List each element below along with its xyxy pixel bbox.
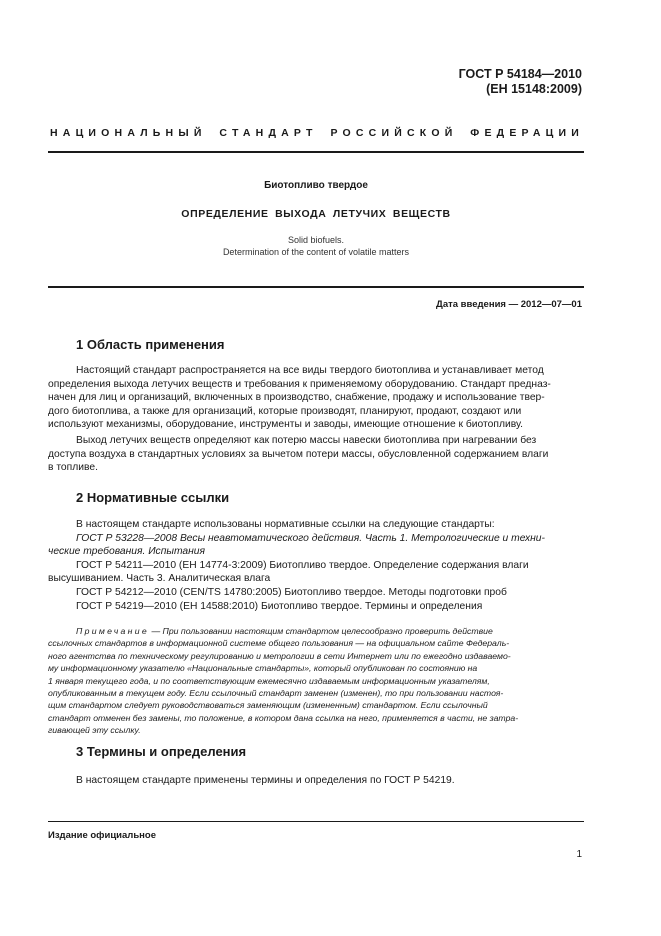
national-title-word: НАЦИОНАЛЬНЫЙ [50,127,207,139]
note-label: Примечание [76,626,150,636]
note-line: ссылочных стандартов в информационной системе общего пользования — на официальном сайте Федераль- [48,638,510,649]
main-title: ОПРЕДЕЛЕНИЕ ВЫХОДА ЛЕТУЧИХ ВЕЩЕСТВ [181,208,451,220]
text-line: Настоящий стандарт распространяется на все виды твердого биотоплива и устанавливает метод [76,365,544,376]
scope-paragraph-2 [48,434,584,475]
note-text: — При пользовании настоящим стандартом целесообразно проверить действие [149,626,493,636]
note-line: гивающей эту ссылку. [48,725,141,736]
english-title-line: Solid biofuels. [287,235,345,245]
footer-rule [48,821,584,822]
national-title-word: ФЕДЕРАЦИИ [470,127,584,139]
section-heading-references: 2 Нормативные ссылки [76,490,230,505]
official-edition-label: Издание официальное [48,830,156,841]
references-note [48,625,584,737]
reference-item: ГОСТ Р 53228—2008 Весы неавтоматического действия. Часть 1. Метрологические и техни- [76,532,545,544]
terms-paragraph [48,774,584,788]
text-line: используют механизмы, оборудование, инструменты и заводы, имеющие отношение к биотопливу. [48,419,523,430]
reference-item-cont: высушиванием. Часть 3. Аналитическая влага [48,573,271,585]
note-line: му информационному указателю «Национальные стандарты», который опубликован по состоянию на [48,663,478,674]
introduction-date: Дата введения — 2012—07—01 [436,299,582,310]
reference-item-cont: ческие требования. Испытания [48,546,206,558]
national-title-word: РОССИЙСКОЙ [330,127,458,139]
reference-item: ГОСТ Р 54212—2010 (CEN/TS 14780:2005) Биотопливо твердое. Методы подготовки проб [76,586,507,598]
text-line: Выход летучих веществ определяют как потерю массы навески биотоплива при нагревании без [76,435,537,446]
reference-item: ГОСТ Р 54219—2010 (ЕН 14588:2010) Биотопливо твердое. Термины и определения [76,600,483,612]
national-title-word: СТАНДАРТ [219,127,318,139]
references-intro: В настоящем стандарте использованы нормативные ссылки на следующие стандарты: [76,519,495,530]
text-line: начен для лиц и организаций, включенных в производство, снабжение, продажу и использование твер- [48,392,545,403]
text-line: доступа воздуха в стандартных условиях за вычетом потери массы, обусловленной содержанием влаги [48,448,549,460]
note-line: ного агентства по техническому регулированию и метрологии в сети Интернет или по ежегодно издаваемо- [48,650,511,661]
reference-item: ГОСТ Р 54211—2010 (ЕН 14774-3:2009) Биотопливо твердое. Определение содержания влаги [76,559,529,571]
note-line: щим стандартом следует руководствоваться заменяющим (измененным) стандартом. Если ссылочный [48,700,488,711]
text-line: в топливе. [48,462,98,473]
note-line: опубликованным в текущем году. Если ссылочный стандарт заменен (изменен), то при пользовании настоя- [48,688,504,699]
note-line: 1 января текущего года, и по соответствующим ежемесячно издаваемым информационным указателям, [48,675,490,686]
english-title-line: Determination of the content of volatile matters [222,247,410,257]
title-rule [48,286,584,288]
standard-number: ГОСТ Р 54184—2010 [458,67,582,81]
standard-code [459,67,582,97]
note-line: стандарт отменен без замены, то положение, в котором дана ссылка на него, применяется в части, не затра- [48,712,519,723]
national-standard-title [50,127,584,139]
section-heading-terms: 3 Термины и определения [76,744,247,759]
section-heading-scope: 1 Область применения [76,337,225,352]
page-number: 1 [576,849,582,860]
normative-references [48,518,584,613]
note-line [48,625,584,637]
product-title: Биотопливо твердое [264,180,368,191]
text-line: В настоящем стандарте применены термины и определения по ГОСТ Р 54219. [76,775,455,786]
standard-equivalent: (ЕН 15148:2009) [486,82,582,96]
text-line: определения выхода летучих веществ и требования к применяемому оборудованию. Стандарт предназ- [48,378,551,390]
scope-paragraph-1 [48,364,584,432]
text-line: дого биотоплива, а также для организаций, которые производят, планируют, продают, создают или [48,405,522,417]
top-rule [48,151,584,153]
